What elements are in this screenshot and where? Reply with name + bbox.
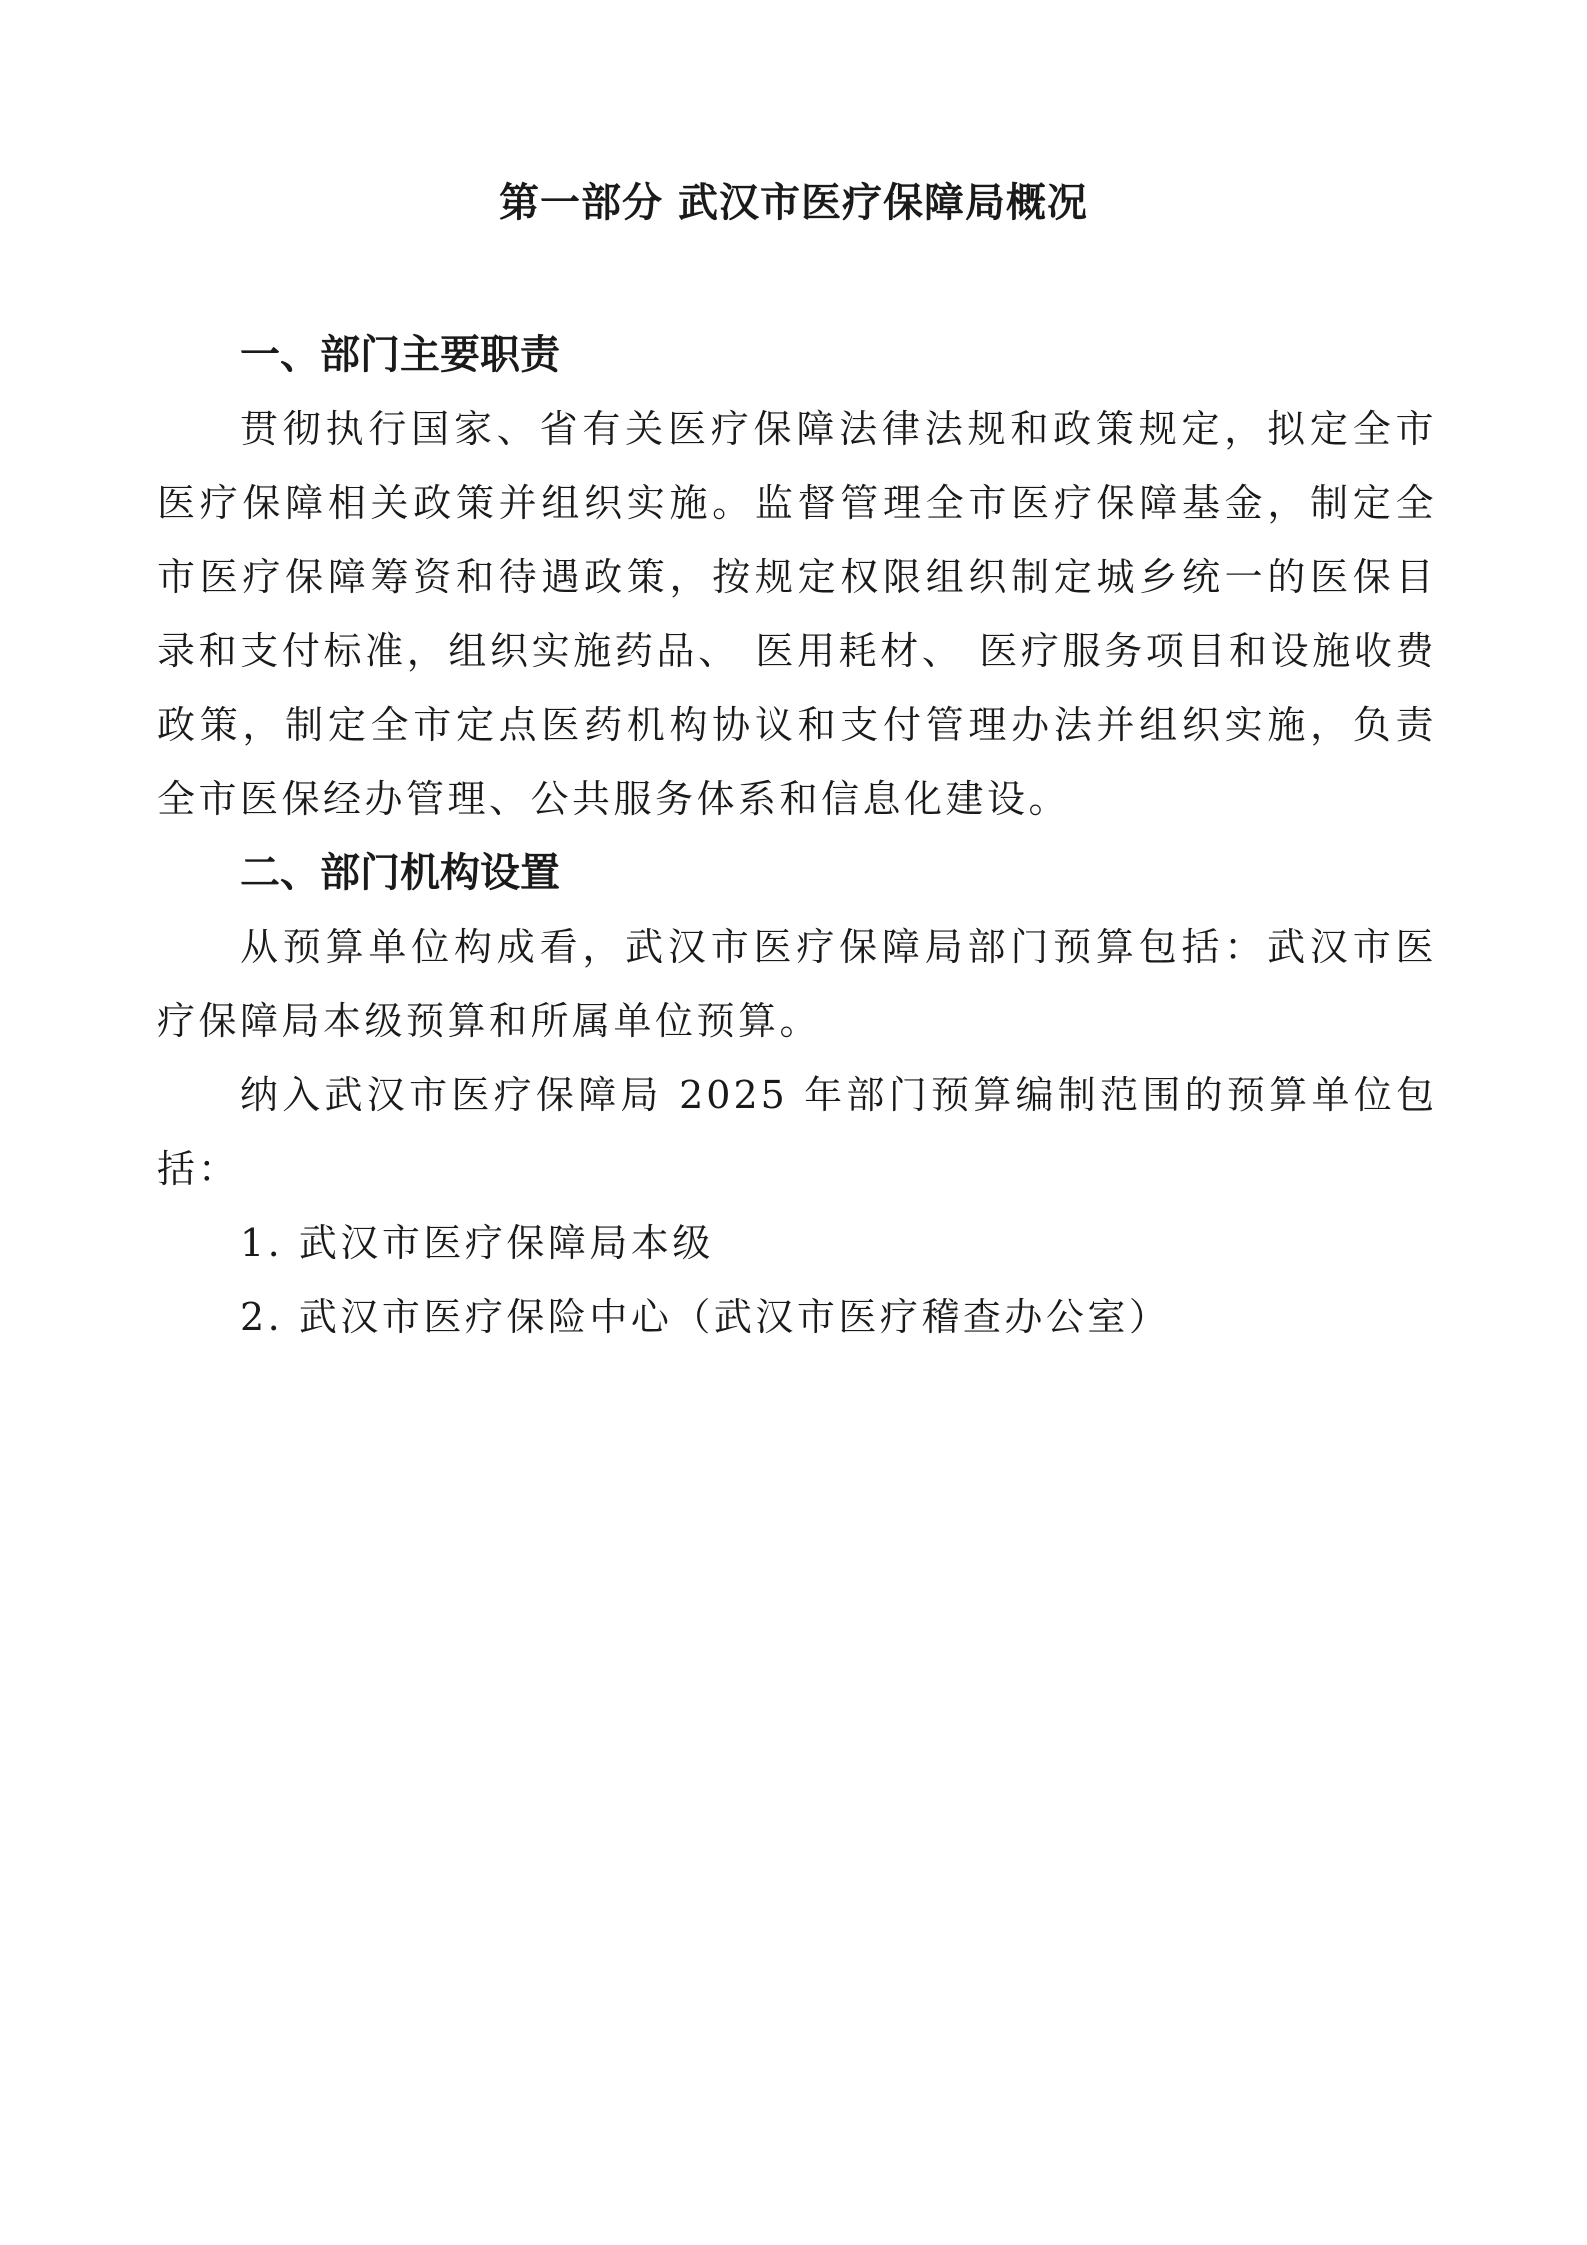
responsibilities-paragraph: 贯彻执行国家、省有关医疗保障法律法规和政策规定，拟定全市医疗保障相关政策并组织实施。监督管理全市医疗保障基金，制定全市医疗保障筹资和待遇政策，按规定权限组织制定城乡统一的医保目录和支付标准，组织实施药品、 医用耗材、 医疗服务项目和设施收费政策，制定全市定点医药机构协议和支付管理办法并组织实施，负责全市医保经办管理、公共服务体系和信息化建设。 (157, 407, 1437, 821)
organization-paragraph-2: 纳入武汉市医疗保障局 2025 年部门预算编制范围的预算单位包括： (157, 1073, 1437, 1191)
list-item: 2. 武汉市医疗保险中心（武汉市医疗稽查办公室） (240, 1295, 1171, 1339)
page-title: 第一部分 武汉市医疗保障局概况 (499, 180, 1088, 226)
organization-paragraph-1: 从预算单位构成看，武汉市医疗保障局部门预算包括：武汉市医疗保障局本级预算和所属单位预算。 (157, 925, 1437, 1043)
document-body (157, 318, 1437, 1354)
section-heading-responsibilities: 一、部门主要职责 (240, 332, 560, 378)
list-item: 1. 武汉市医疗保障局本级 (240, 1221, 714, 1265)
section-heading-organization: 二、部门机构设置 (240, 850, 560, 896)
